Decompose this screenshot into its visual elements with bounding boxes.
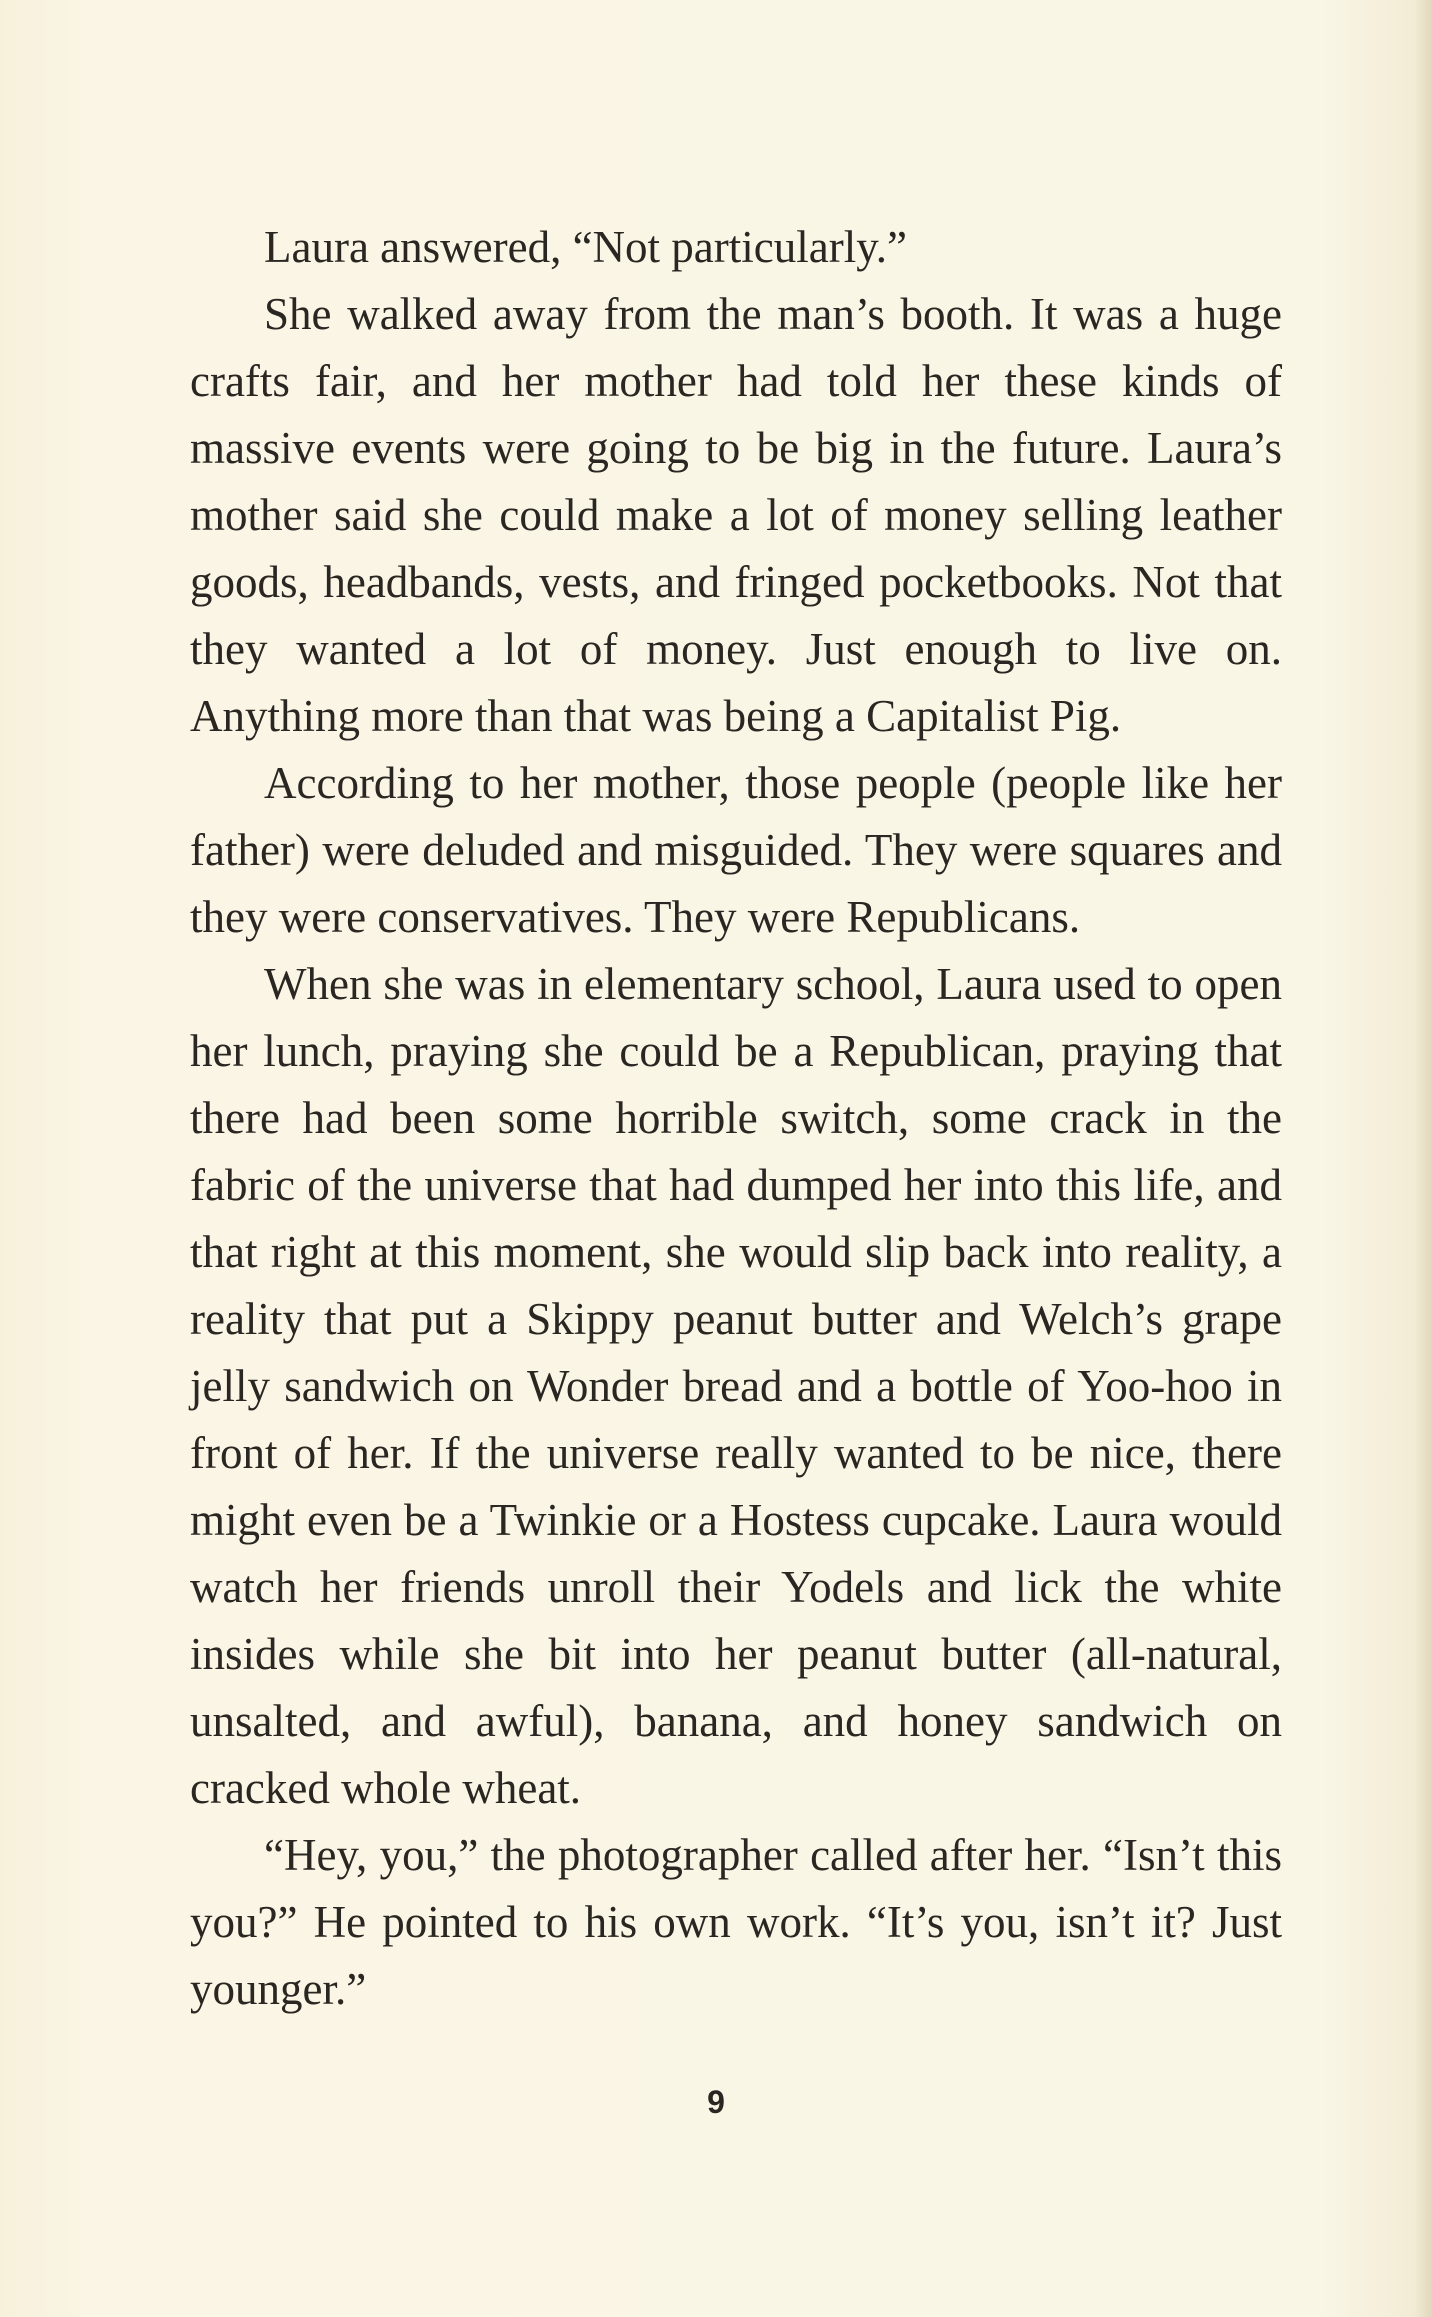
- body-text: [190, 214, 1282, 2023]
- paragraph-3: According to her mother, those people (people like her father) were deluded and misguided. They were squares and they were conservatives. They were Republicans.: [190, 758, 1282, 942]
- page-number: 9: [707, 2084, 725, 2120]
- paragraph-2: She walked away from the man’s booth. It was a huge crafts fair, and her mother had told her these kinds of massive events were going to be big in the future. Laura’s mother said she could make a lot of money selling leather goods, headbands, vests, and fringed pocketbooks. Not that they wanted a lot of money. Just enough to live on. Anything more than that was being a Capitalist Pig.: [190, 289, 1282, 741]
- paragraph-4: When she was in elementary school, Laura used to open her lunch, praying she could be a Republican, praying that there had been some horrible switch, some crack in the fabric of the universe that had dumped her into this life, and that right at this moment, she would slip back into reality, a reality that put a Skippy peanut butter and Welch’s grape jelly sandwich on Wonder bread and a bottle of Yoo-hoo in front of her. If the universe really wanted to be nice, there might even be a Twinkie or a Hostess cupcake. Laura would watch her friends unroll their Yodels and lick the white insides while she bit into her peanut butter (all-natural, unsalted, and awful), banana, and honey sandwich on cracked whole wheat.: [190, 959, 1282, 1813]
- paragraph-1: Laura answered, “Not particularly.”: [264, 222, 908, 272]
- page-edge-shadow: [1414, 0, 1432, 2317]
- paragraph-5: “Hey, you,” the photographer called after her. “Isn’t this you?” He pointed to his own work. “It’s you, isn’t it? Just younger.”: [190, 1830, 1282, 2014]
